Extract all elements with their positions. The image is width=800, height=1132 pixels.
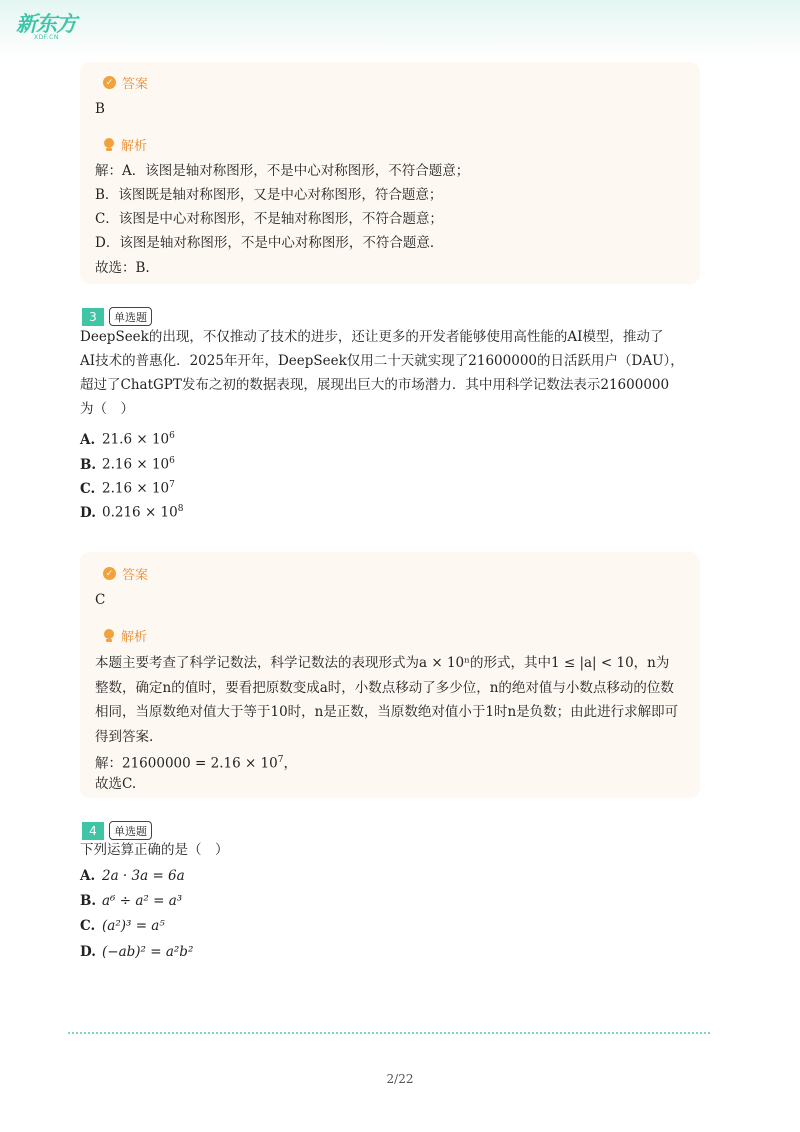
q2-analysis-line: B．该图既是轴对称图形，又是中心对称图形，符合题意； (95, 187, 443, 203)
q3-stem-line: AI技术的普惠化．2025年开年，DeepSeek仅用二十天就实现了21600000的日活跃用户（DAU）， (80, 353, 684, 369)
q3-stem-line: 为（ ） (80, 401, 134, 417)
question-number: 3 (82, 308, 104, 326)
check-icon: ✓ (103, 567, 116, 580)
q3-option-b[interactable]: B. $2.16 \times 10^6$ (80, 456, 175, 473)
q3-stem-line: 超过了ChatGPT发布之初的数据表现，展现出巨大的市场潜力．其中用科学记数法表示21600000 (80, 377, 670, 393)
q4-option-b[interactable]: B. a⁶ ÷ a² = a³ (80, 893, 183, 909)
q2-analysis-heading: 解析 (103, 135, 147, 154)
q2-analysis-line: D．该图是轴对称图形，不是中心对称图形，不符合题意． (95, 235, 444, 251)
check-icon: ✓ (103, 76, 116, 89)
q2-answer-value: B (95, 101, 105, 117)
q2-analysis-line: C．该图是中心对称图形，不是轴对称图形，不符合题意； (95, 211, 443, 227)
q3-header (82, 307, 152, 326)
q3-analysis-paragraph: 本题主要考查了科学记数法，科学记数法的表现形式为a × 10ⁿ的形式，其中1 ≤ |a| < 10，n为整数，确定n的值时，要看把原数变成a时，小数点移动了多少位，n的绝对值与小数点移动的位数相同，当原数绝对值大于等于10时，n是正数，当原数绝对值小于1时n是负数；由此进行求解即可得到答案. (95, 655, 679, 745)
q3-option-d[interactable]: D. $0.216 \times 10^8$ (80, 504, 184, 521)
question-type-badge: 单选题 (109, 307, 152, 326)
question-number: 4 (82, 822, 104, 840)
header-band (0, 0, 800, 58)
logo-subtext: XDF.CN (34, 34, 59, 41)
q2-analysis-line: 故选：B. (95, 260, 150, 276)
q2-answer-heading: ✓ 答案 (103, 73, 148, 92)
logo-text: 新东方 (16, 12, 76, 36)
q3-solution-line: 解：$21600000 = 2.16 \times 10^7$， (95, 755, 297, 772)
q4-option-d[interactable]: D. (−ab)² = a²b² (80, 944, 194, 960)
xdf-logo (16, 8, 86, 44)
q3-answer-value: C (95, 592, 106, 608)
q3-choose-line: 故选C. (95, 776, 137, 792)
page-number: 2/22 (386, 1072, 414, 1086)
q4-option-a[interactable]: A. 2a · 3a = 6a (80, 868, 185, 884)
footer-divider (68, 1032, 710, 1034)
q3-answer-heading: ✓ 答案 (103, 564, 148, 583)
lightbulb-icon (103, 138, 115, 152)
q3-option-a[interactable]: A. $21.6 \times 10^6$ (80, 431, 175, 448)
q3-stem-line: DeepSeek的出现，不仅推动了技术的进步，还让更多的开发者能够使用高性能的AI模型，推动了 (80, 329, 664, 345)
q4-option-c[interactable]: C. (a²)³ = a⁵ (80, 918, 165, 934)
q2-analysis-line: 解：A．该图是轴对称图形，不是中心对称图形，不符合题意； (95, 163, 470, 179)
q3-analysis-heading: 解析 (103, 626, 147, 645)
lightbulb-icon (103, 629, 115, 643)
q4-stem: 下列运算正确的是（ ） (80, 842, 229, 858)
question-type-badge: 单选题 (109, 821, 152, 840)
q3-option-c[interactable]: C. $2.16 \times 10^7$ (80, 480, 175, 497)
